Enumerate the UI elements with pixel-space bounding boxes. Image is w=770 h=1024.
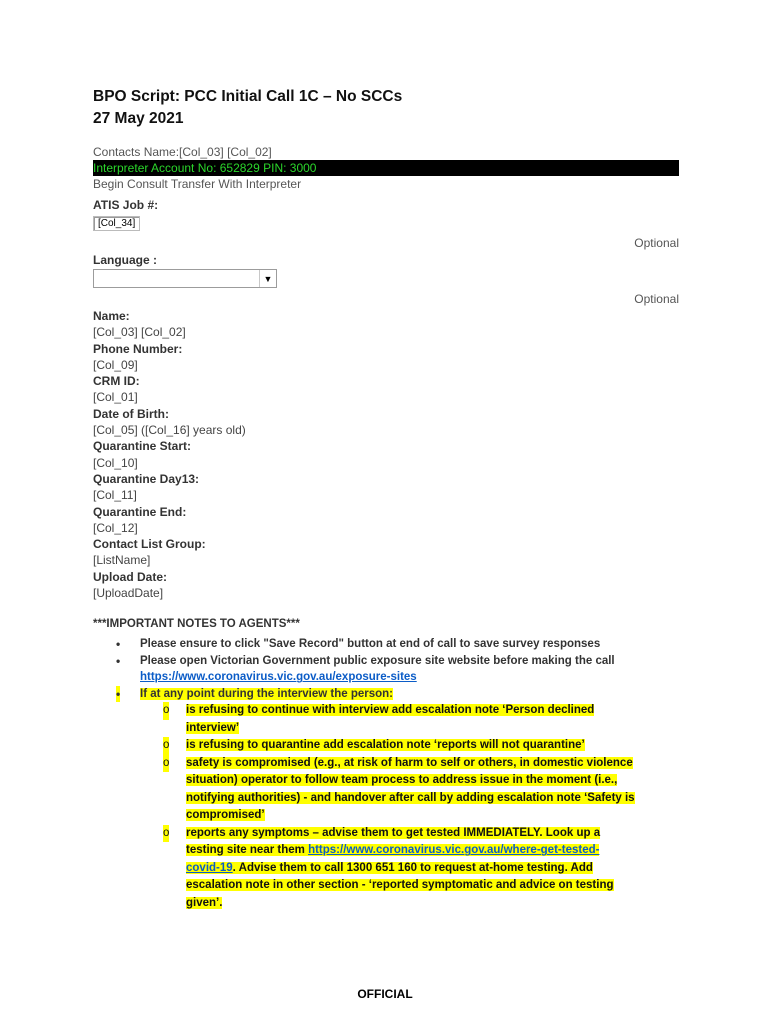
notes-heading: ***IMPORTANT NOTES TO AGENTS*** (93, 618, 300, 631)
circle-bullet-icon: o (163, 755, 169, 773)
field-label-crm-id: CRM ID: (93, 374, 140, 389)
field-label-quarantine-start: Quarantine Start: (93, 439, 192, 454)
sub-declined-line1: is refusing to continue with interview add escalation note ‘Person declined (186, 704, 595, 717)
list-item (93, 737, 679, 755)
consult-transfer-line: Begin Consult Transfer With Interpreter (93, 177, 302, 191)
document-title: BPO Script: PCC Initial Call 1C – No SCCs (93, 88, 403, 105)
field-value-quarantine-day13: [Col_11] (93, 488, 137, 503)
exposure-sites-link[interactable]: https://www.coronavirus.vic.gov.au/exposure-sites (140, 671, 417, 684)
sub-safety-line2: situation) operator to follow team process to address issue in the moment (i.e., (186, 774, 618, 787)
field-value-name: [Col_03] [Col_02] (93, 325, 186, 340)
sub-symptoms-line1: reports any symptoms – advise them to get tested IMMEDIATELY. Look up a (186, 826, 601, 839)
sub-refuse-quarantine: is refusing to quarantine add escalation note ‘reports will not quarantine’ (186, 739, 585, 752)
field-label-quarantine-end: Quarantine End: (93, 504, 187, 519)
field-value-upload-date: [UploadDate] (93, 586, 164, 601)
language-optional-label: Optional (634, 292, 679, 306)
note-save-record: Please ensure to click "Save Record" button at end of call to save survey responses (140, 638, 601, 651)
sub-declined-line2: interview’ (186, 721, 240, 734)
interpreter-account-bar: Interpreter Account No: 652829 PIN: 3000 (93, 160, 679, 176)
field-value-contact-list-group: [ListName] (93, 553, 151, 568)
atis-label: ATIS Job #: (93, 198, 159, 212)
contact-details (93, 308, 679, 601)
field-value-quarantine-start: [Col_10] (93, 455, 138, 470)
chevron-down-icon[interactable]: ▼ (259, 270, 276, 287)
notes-list (93, 636, 679, 702)
bullet-icon: • (116, 686, 121, 701)
field-value-dob: [Col_05] ([Col_16] years old) (93, 423, 246, 438)
field-label-dob: Date of Birth: (93, 406, 169, 421)
document-date: 27 May 2021 (93, 110, 184, 127)
document-page (93, 86, 679, 912)
list-item (93, 825, 679, 913)
official-classification-footer: OFFICIAL (357, 987, 413, 1001)
list-item (93, 702, 679, 737)
circle-bullet-icon: o (163, 702, 169, 720)
sub-symptoms-line5: given’. (186, 896, 223, 909)
list-item (93, 755, 679, 825)
field-value-phone: [Col_09] (93, 357, 138, 372)
field-value-quarantine-end: [Col_12] (93, 520, 138, 535)
contacts-name: Contacts Name:[Col_03] [Col_02] (93, 145, 272, 159)
sub-safety-line1: safety is compromised (e.g., at risk of harm to self or others, in domestic violence (186, 756, 633, 769)
atis-job-input[interactable]: [Col_34] (93, 216, 140, 231)
language-label: Language : (93, 253, 158, 267)
escalation-sublist (93, 702, 679, 912)
field-label-contact-list-group: Contact List Group: (93, 537, 206, 552)
note-escalation-intro: If at any point during the interview the person: (140, 687, 394, 700)
field-label-name: Name: (93, 309, 130, 323)
bullet-icon: • (116, 637, 121, 652)
field-label-phone: Phone Number: (93, 341, 183, 356)
list-item (93, 686, 679, 703)
sub-symptoms-line2: testing site near them (186, 844, 309, 857)
sub-symptoms-line3: . Advise them to call 1300 651 160 to request at-home testing. Add (232, 861, 593, 874)
list-item (93, 653, 679, 686)
sub-safety-line4: compromised’ (186, 809, 265, 822)
bullet-icon: • (116, 653, 121, 668)
sub-safety-line3: notifying authorities) - and handover after call by adding escalation note ‘Safety is (186, 791, 635, 804)
testing-site-link[interactable]: https://www.coronavirus.vic.gov.au/where-get-tested- (308, 844, 600, 857)
language-select[interactable] (93, 269, 277, 288)
circle-bullet-icon: o (163, 825, 169, 843)
list-item (93, 636, 679, 653)
field-label-quarantine-day13: Quarantine Day13: (93, 471, 200, 486)
note-exposure-sites: Please open Victorian Government public exposure site website before making the call (140, 654, 615, 667)
field-value-crm-id: [Col_01] (93, 390, 138, 405)
testing-site-link-cont[interactable]: covid-19 (186, 861, 233, 874)
field-label-upload-date: Upload Date: (93, 569, 168, 584)
circle-bullet-icon: o (163, 737, 169, 755)
atis-optional-label: Optional (634, 236, 679, 250)
sub-symptoms-line4: escalation note in other section - ‘reported symptomatic and advice on testing (186, 879, 614, 892)
